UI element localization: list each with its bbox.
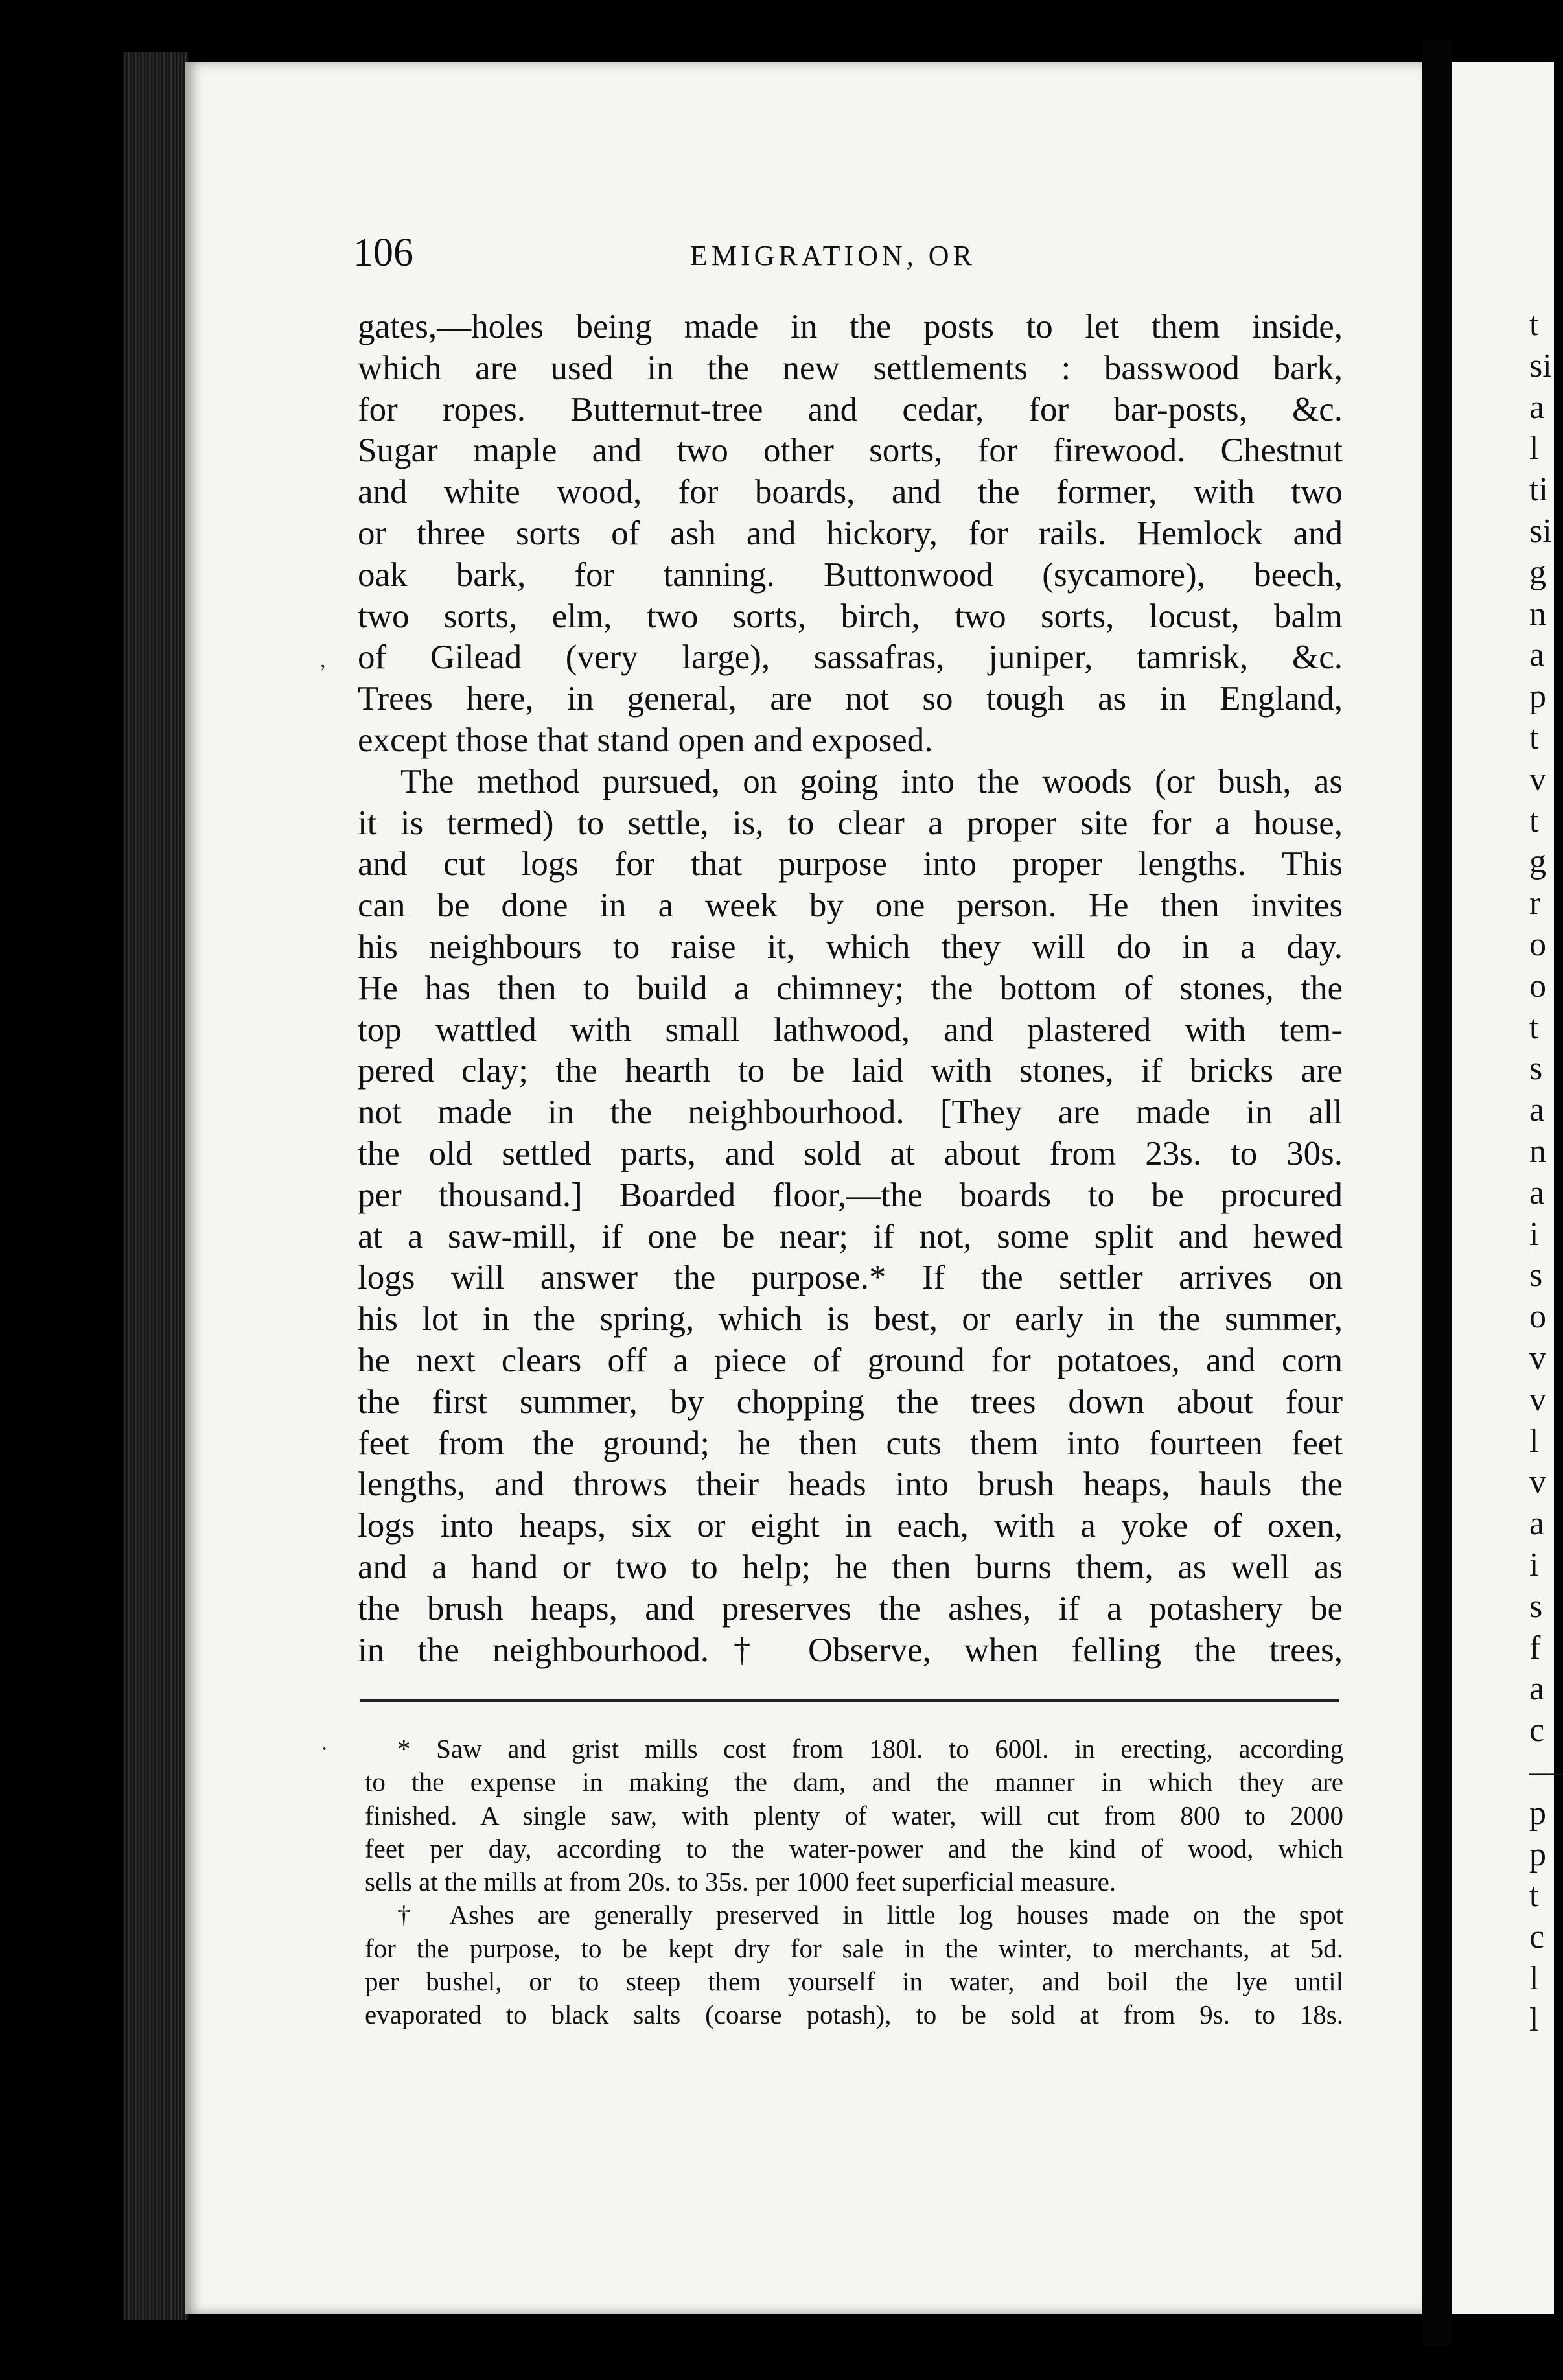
- facing-page-fragment: l: [1529, 1422, 1539, 1460]
- margin-dot: ·: [321, 1737, 329, 1761]
- facing-page-fragment: p: [1529, 1836, 1546, 1873]
- footnote-line: to the expense in making the dam, and the manner in which they are: [365, 1767, 1343, 1797]
- page-number: 106: [353, 231, 413, 275]
- facing-page-fragment: s: [1529, 1050, 1543, 1088]
- text-line: logs into heaps, six or eight in each, with a yoke of oxen,: [358, 1507, 1343, 1545]
- facing-page-fragment: a: [1529, 1670, 1545, 1708]
- facing-page-fragment: p: [1529, 1794, 1546, 1832]
- text-line: except those that stand open and exposed.: [358, 721, 933, 759]
- text-line: of Gilead (very large), sassafras, juniper, tamrisk, &c.: [358, 638, 1343, 677]
- facing-page-fragment: si: [1529, 513, 1552, 550]
- facing-page-fragment: a: [1529, 1091, 1545, 1129]
- footnote-line: per bushel, or to steep them yourself in water, and boil the lye until: [365, 1966, 1343, 1997]
- facing-page-fragment: t: [1529, 719, 1539, 756]
- facing-page-fragment: a: [1529, 388, 1545, 426]
- facing-page-fragment: l: [1529, 430, 1539, 467]
- text-line: The method pursued, on going into the woods (or bush, as: [400, 762, 1343, 800]
- text-line: and cut logs for that purpose into proper lengths. This: [358, 845, 1343, 883]
- footnote-rule: [360, 1699, 1339, 1702]
- facing-page-fragment: g: [1529, 843, 1546, 881]
- facing-page-fragment: o: [1529, 1298, 1546, 1336]
- page-gutter: [1422, 39, 1452, 2346]
- page-header: [353, 230, 1341, 275]
- text-line: in the neighbourhood.† Observe, when felling the trees,: [358, 1631, 1343, 1669]
- footnote-line: for the purpose, to be kept dry for sale in the winter, to merchants, at 5d.: [365, 1933, 1343, 1963]
- text-line: gates,—holes being made in the posts to let them inside,: [358, 308, 1343, 345]
- facing-page-fragment: r: [1529, 885, 1541, 922]
- text-line: his neighbours to raise it, which they will do in a day.: [358, 928, 1343, 966]
- text-line: lengths, and throws their heads into brush heaps, hauls the: [358, 1465, 1343, 1504]
- facing-page-fragment: o: [1529, 967, 1546, 1005]
- facing-page-fragment: c: [1529, 1712, 1545, 1749]
- text-line: the old settled parts, and sold at about from 23s. to 30s.: [358, 1134, 1343, 1172]
- text-line: top wattled with small lathwood, and plastered with tem-: [358, 1010, 1343, 1049]
- facing-page-fragment: t: [1529, 1009, 1539, 1046]
- footnote-line: finished. A single saw, with plenty of water, will cut from 800 to 2000: [365, 1800, 1343, 1830]
- text-line: He has then to build a chimney; the bottom of stones, the: [358, 969, 1343, 1007]
- facing-page-fragment: t: [1529, 1877, 1539, 1915]
- running-title: EMIGRATION, OR: [690, 240, 976, 272]
- text-line: he next clears off a piece of ground for potatoes, and corn: [358, 1341, 1343, 1379]
- footnote-line: † Ashes are generally preserved in little log houses made on the spot: [397, 1900, 1343, 1930]
- text-line: it is termed) to settle, is, to clear a proper site for a house,: [358, 804, 1343, 842]
- facing-page-fragment: ti: [1529, 471, 1548, 509]
- text-line: the brush heaps, and preserves the ashes, if a potashery be: [358, 1589, 1343, 1628]
- facing-page-fragment: c: [1529, 1919, 1545, 1956]
- text-line: for ropes. Butternut-tree and cedar, for bar-posts, &c.: [358, 390, 1343, 428]
- text-line: not made in the neighbourhood. [They are made in all: [358, 1093, 1343, 1132]
- facing-page-fragment: f: [1529, 1629, 1541, 1666]
- facing-page-fragment: v: [1529, 1340, 1546, 1377]
- facing-page-fragment: —: [1529, 1753, 1563, 1790]
- text-line: and a hand or two to help; he then burns them, as well as: [358, 1548, 1343, 1586]
- facing-page-fragment: s: [1529, 1587, 1543, 1625]
- facing-page-fragment: v: [1529, 1381, 1546, 1418]
- text-line: logs will answer the purpose.* If the settler arrives on: [358, 1259, 1343, 1297]
- footnote-line: evaporated to black salts (coarse potash), to be sold at from 9s. to 18s.: [365, 2000, 1343, 2030]
- facing-page-fragment: a: [1529, 1505, 1545, 1543]
- body-text: [358, 307, 1343, 1671]
- text-line: oak bark, for tanning. Buttonwood (sycamore), beech,: [358, 555, 1343, 594]
- facing-page-fragment: l: [1529, 2001, 1539, 2038]
- facing-page-fragment: s: [1529, 1257, 1543, 1294]
- text-line: feet from the ground; he then cuts them into fourteen feet: [358, 1424, 1343, 1462]
- facing-page-fragment: p: [1529, 678, 1546, 716]
- text-line: pered clay; the hearth to be laid with stones, if bricks are: [358, 1052, 1343, 1090]
- text-line: at a saw-mill, if one be near; if not, some split and hewed: [358, 1217, 1343, 1255]
- footnote-line: feet per day, according to the water-power and the kind of wood, which: [365, 1833, 1343, 1863]
- facing-page-fragment: t: [1529, 802, 1539, 839]
- facing-page-fragment: l: [1529, 1960, 1539, 1997]
- facing-page-fragment: si: [1529, 347, 1552, 384]
- facing-page-fragment: o: [1529, 926, 1546, 963]
- facing-page-fragment: v: [1529, 1464, 1546, 1501]
- book-spine: [123, 52, 188, 2320]
- facing-page-fragment: g: [1529, 554, 1546, 591]
- text-line: per thousand.] Boarded floor,—the boards to be procured: [358, 1176, 1343, 1214]
- text-line: Trees here, in general, are not so tough as in England,: [358, 680, 1343, 718]
- facing-page-fragment: i: [1529, 1546, 1539, 1583]
- text-line: his lot in the spring, which is best, or early in the summer,: [358, 1300, 1343, 1338]
- facing-page-fragment: n: [1529, 595, 1546, 633]
- facing-page-fragment: t: [1529, 306, 1539, 343]
- text-line: can be done in a week by one person. He then invites: [358, 887, 1343, 925]
- text-line: Sugar maple and two other sorts, for firewood. Chestnut: [358, 432, 1343, 470]
- text-line: or three sorts of ash and hickory, for rails. Hemlock and: [358, 514, 1343, 552]
- margin-mark: ,: [320, 648, 326, 672]
- facing-page-fragment: a: [1529, 636, 1545, 674]
- facing-page-fragment: n: [1529, 1133, 1546, 1170]
- text-line: two sorts, elm, two sorts, birch, two sorts, locust, balm: [358, 597, 1343, 635]
- text-line: which are used in the new settlements : basswood bark,: [358, 349, 1343, 387]
- footnote-line: sells at the mills at from 20s. to 35s. per 1000 feet superficial measure.: [365, 1867, 1117, 1897]
- footnotes: [365, 1732, 1343, 2032]
- facing-page-edge: [1452, 62, 1563, 2314]
- facing-page-fragment: a: [1529, 1174, 1545, 1211]
- text-line: and white wood, for boards, and the former, with two: [358, 473, 1343, 511]
- text-line: the first summer, by chopping the trees down about four: [358, 1382, 1343, 1421]
- footnote-line: * Saw and grist mills cost from 180l. to 600l. in erecting, according: [397, 1734, 1343, 1764]
- facing-page-fragment: i: [1529, 1215, 1539, 1253]
- facing-page-fragment: v: [1529, 760, 1546, 798]
